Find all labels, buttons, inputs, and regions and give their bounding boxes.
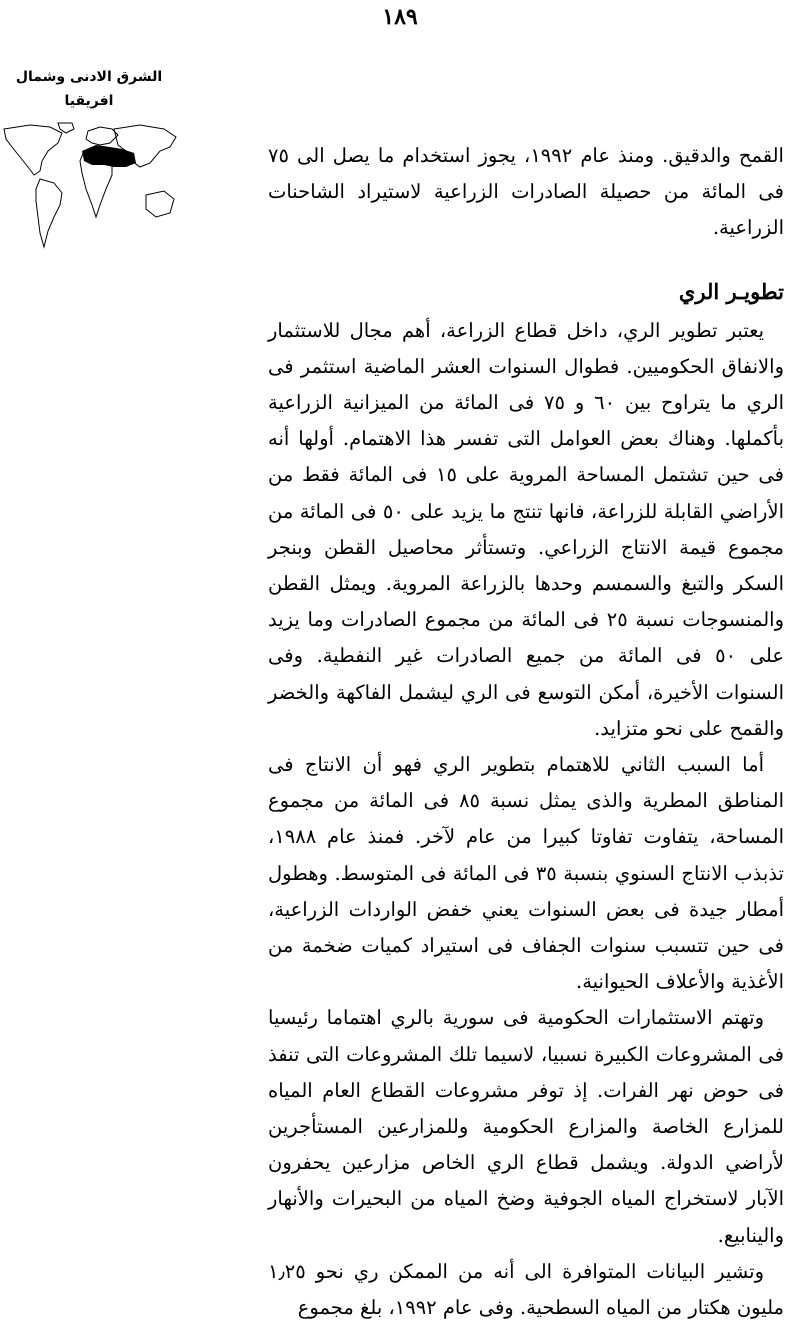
main-text	[268, 138, 784, 1326]
europe-shape	[86, 127, 118, 145]
world-map-highlight-icon	[0, 121, 178, 256]
body-paragraph: وتشير البيانات المتوافرة الى أنه من الممكن ري نحو ١٫٢٥ مليون هكتار من المياه السطحية. وفى عام ١٩٩٢، بلغ مجموع	[268, 1259, 784, 1320]
body-paragraph: وتهتم الاستثمارات الحكومية فى سورية بالري اهتماما رئيسيا فى المشروعات الكبيرة نسبيا، لاسيما تلك المشروعات التى تنفذ فى حوض نهر الفرات. إذ توفر مشروعات القطاع العام المياه للمزارع الخاصة والمزارع الحكومية وللمزارعين المستأجرين لأراضي الدولة. ويشمل قطاع الري الخاص مزارعين يحفرون الآبار لاستخراج المياه الجوفية وضخ المياه من البحيرات والأنهار والينابيع.	[268, 1006, 784, 1247]
body-paragraph: يعتبر تطوير الري، داخل قطاع الزراعة، أهم مجال للاستثمار والانفاق الحكوميين. فطوال السنوات العشر الماضية استثمر فى الري ما يتراوح بين ٦٠ و ٧٥ فى المائة من الميزانية الزراعية بأكملها. وهناك بعض العوامل التى تفسر هذا الاهتمام. أولها أنه فى حين تشتمل المساحة المروية على ١٥ فى المائة فقط من الأراضي القابلة للزراعة، فانها تنتج ما يزيد على ٥٠ فى المائة من مجموع قيمة الانتاج الزراعي. وتستأثر محاصيل القطن وبنجر السكر والتبغ والسمسم وحدها بالزراعة المروية. ويمثل القطن والمنسوجات نسبة ٢٥ فى المائة من مجموع الصادرات وما يزيد على ٥٠ فى المائة من جميع الصادرات غير النفطية. وفى السنوات الأخيرة، أمكن التوسع فى الري ليشمل الفاكهة والخضر والقمح على نحو متزايد.	[268, 318, 785, 740]
australia-shape	[146, 191, 174, 217]
region-label-line1: الشرق الادنى وشمال	[15, 69, 163, 85]
highlighted-region	[82, 145, 136, 167]
greenland-shape	[58, 123, 74, 133]
page-number: ١٨٩	[382, 4, 418, 30]
body-paragraph: أما السبب الثاني للاهتمام بتطوير الري فهو أن الانتاج فى المناطق المطرية والذى يمثل نسبة ٨٥ فى المائة من مجموع المساحة، يتفاوت تفاوتا كبيرا من عام لآخر. فمنذ عام ١٩٨٨، تذبذب الانتاج السنوي بنسبة ٣٥ فى المائة فى المتوسط. وهطول أمطار جيدة فى بعض السنوات يعني خفض الواردات الزراعية، فى حين تتسبب سنوات الجفاف فى استيراد كميات ضخمة من الأغذية والأعلاف الحيوانية.	[268, 753, 784, 994]
south-america-shape	[36, 179, 62, 247]
section-heading: تطويـر الري	[678, 278, 784, 304]
north-america-shape	[4, 125, 62, 175]
intro-paragraph: القمح والدقيق. ومنذ عام ١٩٩٢، يجوز استخدام ما يصل الى ٧٥ فى المائة من حصيلة الصادرات الزراعية لاستيراد الشاحنات الزراعية.	[268, 144, 784, 240]
region-label-line2: افريقيا	[64, 93, 114, 109]
sidebar	[0, 65, 178, 256]
